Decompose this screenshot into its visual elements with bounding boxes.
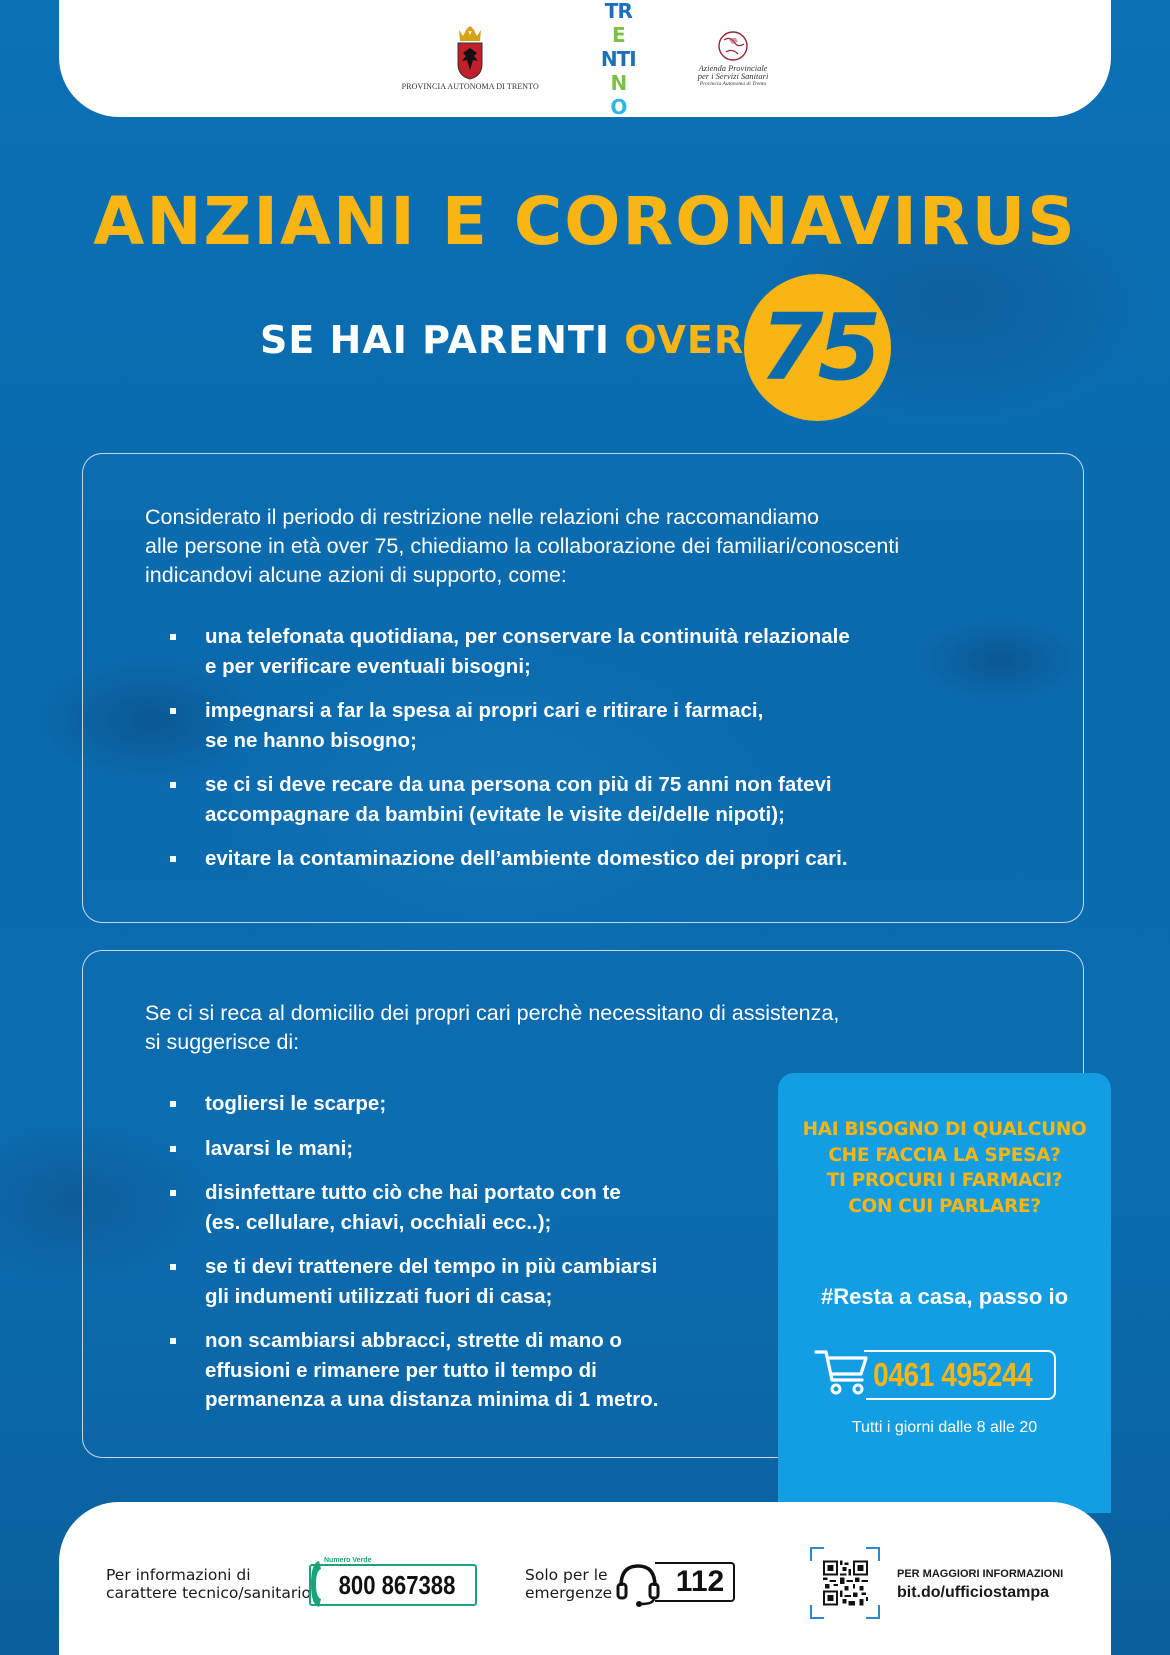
logo-apss	[698, 30, 769, 88]
qr-code-block[interactable]	[810, 1547, 880, 1619]
home-visit-list	[165, 1089, 685, 1430]
logo-provincia-caption: PROVINCIA AUTONOMA DI TRENTO	[401, 82, 539, 91]
subtitle-accent: OVER	[624, 318, 745, 362]
globe-icon	[716, 30, 750, 62]
bullet-icon	[170, 1146, 176, 1152]
page-title: ANZIANI E CORONAVIRUS	[93, 183, 1077, 260]
coat-of-arms-icon	[453, 26, 487, 80]
list-item: impegnarsi a far la spesa ai propri cari e ritirare i farmaci, se ne hanno bisogno;	[165, 696, 925, 755]
bullet-icon	[170, 782, 176, 788]
list-item: togliersi le scarpe;	[165, 1089, 685, 1119]
logo-apss-caption: Azienda Provinciale per i Servizi Sanitari Provincia Autonoma di Trento	[697, 62, 769, 87]
support-actions-list	[165, 622, 925, 889]
bullet-icon	[170, 1264, 176, 1270]
toll-free-number[interactable]: 800 867388	[338, 1570, 456, 1600]
bullet-icon	[170, 708, 176, 714]
bullet-icon	[170, 856, 176, 862]
support-actions-panel	[82, 453, 1084, 923]
more-info-label: PER MAGGIORI INFORMAZIONI	[897, 1568, 1064, 1580]
qr-code-icon	[823, 1560, 868, 1606]
age-badge: 75	[744, 274, 891, 421]
tech-info-label: Per informazioni di carattere tecnico/sanitario	[106, 1566, 312, 1602]
toll-free-label: Numero Verde	[321, 1557, 374, 1564]
shopping-phone[interactable]	[814, 1347, 1064, 1403]
shopping-phone-number[interactable]: 0461 495244	[873, 1356, 1033, 1393]
footer-contacts	[59, 1502, 1111, 1655]
service-hours: Tutti i giorni dalle 8 alle 20	[851, 1419, 1038, 1436]
bullet-icon	[170, 1101, 176, 1107]
list-item: se ci si deve recare da una persona con più di 75 anni non fatevi accompagnare da bambini (evitate le visite dei/delle nipoti);	[165, 770, 925, 829]
logo-provincia-trento	[402, 26, 539, 91]
list-item: non scambiarsi abbracci, strette di mano o effusioni e rimanere per tutto il tempo di permanenza a una distanza minima di 1 metro.	[165, 1326, 685, 1415]
hashtag-text: #Resta a casa, passo io	[820, 1284, 1069, 1309]
help-questions: HAI BISOGNO DI QUALCUNO CHE FACCIA LA SPESA? TI PROCURI I FARMACI? CON CUI PARLARE?	[802, 1119, 1087, 1217]
home-visit-intro-text: Se ci si reca al domicilio dei propri cari perchè necessitano di assistenza, si suggerisce di:	[145, 1001, 840, 1054]
bullet-icon	[170, 634, 176, 640]
page-subtitle	[260, 318, 744, 362]
list-item: lavarsi le mani;	[165, 1134, 685, 1164]
emergency-number[interactable]: 112	[675, 1565, 725, 1598]
list-item: evitare la contaminazione dell’ambiente domestico dei propri cari.	[165, 844, 925, 874]
more-info-link[interactable]: bit.do/ufficiostampa	[897, 1584, 1049, 1601]
support-intro-text: Considerato il periodo di restrizione nelle relazioni che raccomandiamo alle persone in età over 75, chiediamo la collaborazione dei familiari/conoscenti indicandovi alcune azioni di supporto, come:	[145, 505, 900, 587]
bullet-icon	[170, 1338, 176, 1344]
help-callout-box	[778, 1073, 1111, 1513]
subtitle-text: SE HAI PARENTI	[260, 318, 610, 362]
bullet-icon	[170, 1190, 176, 1196]
logo-trentino: TR E NTI N O	[600, 0, 636, 119]
cart-icon	[814, 1347, 872, 1397]
list-item: disinfettare tutto ciò che hai portato con te (es. cellulare, chiavi, occhiali ecc..);	[165, 1178, 685, 1237]
header-logos-bar	[59, 0, 1111, 117]
emergency-label: Solo per le emergenze	[525, 1566, 613, 1602]
list-item: una telefonata quotidiana, per conservare la continuità relazionale e per verificare eventuali bisogni;	[165, 622, 925, 681]
list-item: se ti devi trattenere del tempo in più cambiarsi gli indumenti utilizzati fuori di casa;	[165, 1252, 685, 1311]
